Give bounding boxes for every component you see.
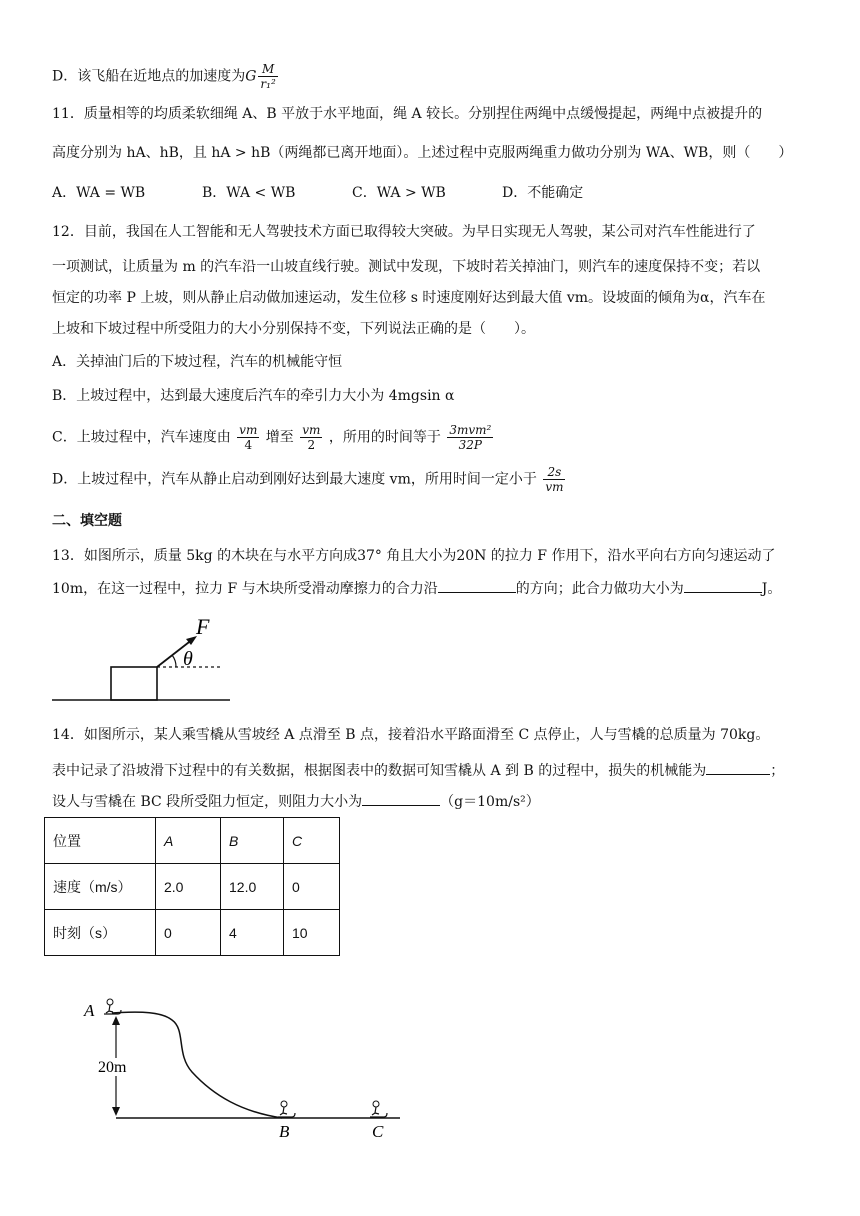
q12d-frac-den: vm	[545, 480, 564, 494]
table-cell: 速度（m/s）	[45, 864, 156, 910]
q10-option-d-fraction	[258, 62, 277, 91]
q10-option-d-g: G	[245, 68, 257, 85]
q12-option-c	[52, 423, 495, 452]
q12-option-b: B．上坡过程中，达到最大速度后汽车的牵引力大小为 4mgsin α	[52, 388, 455, 404]
q12-option-a: A．关掉油门后的下坡过程，汽车的机械能守恒	[52, 354, 343, 370]
q13-figure	[50, 612, 240, 707]
table-cell: B	[221, 818, 284, 864]
q13-line2-a: 10m，在这一过程中，拉力 F 与木块所受滑动摩擦力的合力沿	[52, 581, 438, 597]
q11-line2: 高度分别为 hA、hB，且 hA > hB（两绳都已离开地面）。上述过程中克服两绳重力做功分别为 WA、WB，则（ ）	[52, 145, 793, 161]
table-cell: 时刻（s）	[45, 910, 156, 956]
table-cell: C	[284, 818, 340, 864]
q12-line2: 一项测试，让质量为 m 的汽车沿一山坡直线行驶。测试中发现，下坡时若关掉油门，则汽车的速度保持不变；若以	[52, 259, 761, 275]
table-cell: 位置	[45, 818, 156, 864]
q14-blank-2[interactable]	[362, 791, 440, 806]
q14-height-label: 20m	[98, 1059, 127, 1076]
q11-option-d: D．不能确定	[502, 185, 584, 201]
q12-option-c-frac1	[237, 423, 259, 452]
q12-option-d-text: D．上坡过程中，汽车从静止启动到刚好达到最大速度 vm，所用时间一定小于	[52, 471, 537, 488]
q13-line2	[52, 578, 781, 599]
q13-blank-2[interactable]	[684, 578, 762, 593]
q10-frac-num: M	[258, 62, 277, 77]
q10-frac-den: r₁²	[260, 77, 276, 91]
q13-blank-1[interactable]	[438, 578, 516, 593]
table-row	[45, 910, 340, 956]
q12-option-c-frac3	[447, 423, 493, 452]
table-row	[45, 864, 340, 910]
q14-line3	[52, 791, 540, 812]
q14-arrow-down-icon	[112, 1107, 120, 1116]
table-cell: 0	[156, 910, 221, 956]
section-fill-blank-title: 二、填空题	[52, 513, 122, 529]
table-cell: 4	[221, 910, 284, 956]
q14-blank-1[interactable]	[706, 760, 770, 775]
table-row	[45, 818, 340, 864]
table-cell: 12.0	[221, 864, 284, 910]
frac2-num: vm	[302, 423, 321, 437]
q13-line2-c: J。	[761, 581, 782, 597]
sledder-icon	[104, 999, 121, 1014]
q14-line3-b: （g＝10m/s²）	[440, 794, 540, 810]
q12-option-c-mid: 增至	[265, 429, 294, 446]
sledder-icon	[278, 1101, 295, 1117]
q14-slope-curve	[112, 1012, 282, 1118]
q13-block	[111, 667, 157, 700]
table-cell: 2.0	[156, 864, 221, 910]
q13-line2-b: 的方向；此合力做功大小为	[515, 581, 684, 597]
q14-line2	[52, 760, 784, 781]
q14-line3-a: 设人与雪橇在 BC 段所受阻力恒定，则阻力大小为	[52, 794, 363, 810]
q14-label-a: A	[84, 1001, 95, 1020]
q13-line1: 13．如图所示，质量 5kg 的木块在与水平方向成37° 角且大小为20N 的拉力 F 作用下，沿水平向右方向匀速运动了	[52, 548, 776, 564]
q11-option-a: A．WA = WB	[52, 185, 146, 201]
q14-data-table	[44, 817, 340, 956]
frac1-num: vm	[239, 423, 258, 437]
q14-arrow-up-icon	[112, 1016, 120, 1025]
table-cell: 10	[284, 910, 340, 956]
q12-option-c-mid2: ，所用的时间等于	[328, 429, 441, 446]
frac3-num: 3mvm²	[449, 423, 492, 437]
sledder-icon	[370, 1101, 387, 1117]
q14-slope-figure	[82, 994, 412, 1149]
q14-line1: 14．如图所示，某人乘雪橇从雪坡经 A 点滑至 B 点，接着沿水平路面滑至 C 点停止，人与雪橇的总质量为 70kg。	[52, 727, 770, 743]
q14-label-c: C	[372, 1122, 384, 1141]
table-cell: A	[156, 818, 221, 864]
frac3-den: 32P	[458, 438, 482, 452]
q11-line1: 11．质量相等的均质柔软细绳 A、B 平放于水平地面，绳 A 较长。分别捏住两绳中点缓慢提起，两绳中点被提升的	[52, 106, 763, 122]
q12-option-c-text: C．上坡过程中，汽车速度由	[52, 429, 231, 446]
q13-label-angle: θ	[183, 648, 193, 670]
q12-line4: 上坡和下坡过程中所受阻力的大小分别保持不变，下列说法正确的是（ ）。	[52, 321, 535, 337]
table-cell: 0	[284, 864, 340, 910]
q13-angle-arc	[172, 655, 176, 667]
q14-label-b: B	[279, 1122, 290, 1141]
q14-line2-b: ；	[770, 763, 785, 779]
frac2-den: 2	[307, 438, 316, 452]
q10-option-d	[52, 62, 280, 91]
q10-option-d-text: D．该飞船在近地点的加速度为	[52, 68, 246, 85]
q12-option-c-frac2	[300, 423, 322, 452]
q13-label-force: F	[196, 614, 210, 639]
q11-option-c: C．WA > WB	[352, 185, 446, 201]
q12-option-d	[52, 465, 567, 494]
q12d-frac-num: 2s	[543, 465, 565, 480]
q12-line3: 恒定的功率 P 上坡，则从静止启动做加速运动，发生位移 s 时速度刚好达到最大值 vm。设坡面的倾角为α，汽车在	[52, 290, 766, 306]
q12-line1: 12．目前，我国在人工智能和无人驾驶技术方面已取得较大突破。为早日实现无人驾驶，某公司对汽车性能进行了	[52, 224, 756, 240]
q11-option-b: B．WA < WB	[202, 185, 296, 201]
q12-option-d-frac	[543, 465, 565, 494]
frac1-den: 4	[244, 438, 253, 452]
q14-line2-a: 表中记录了沿坡滑下过程中的有关数据，根据图表中的数据可知雪橇从 A 到 B 的过程中，损失的机械能为	[52, 763, 707, 779]
